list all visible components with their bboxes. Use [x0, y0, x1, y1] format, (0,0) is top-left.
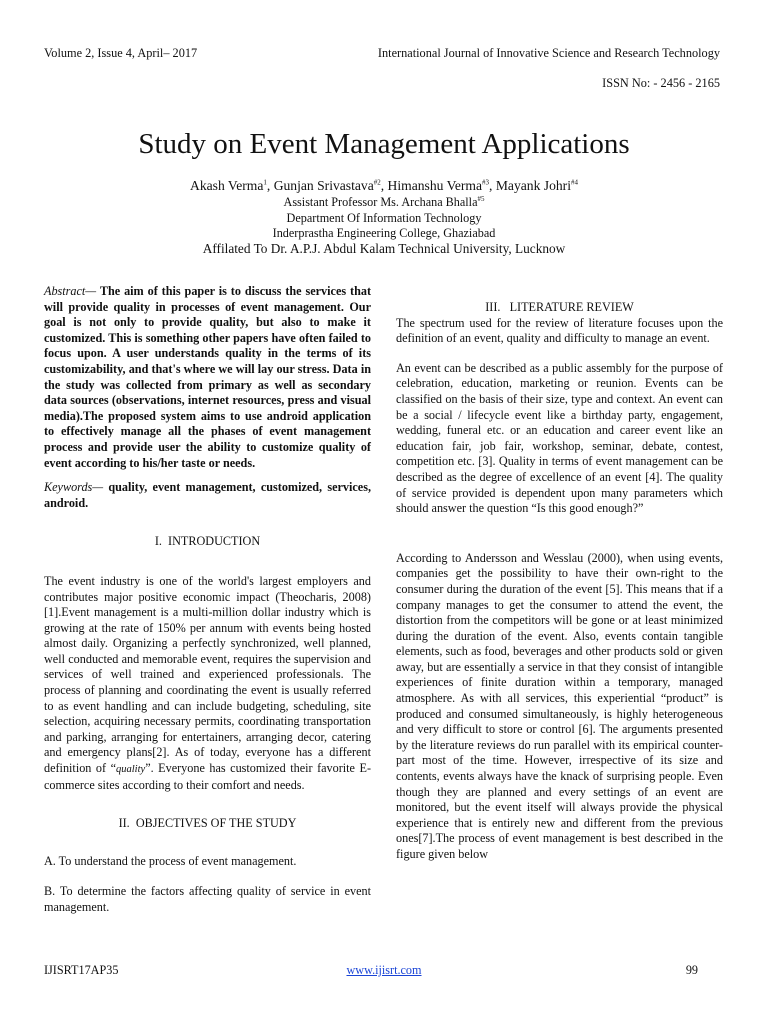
department: Department Of Information Technology [286, 211, 482, 225]
paper-title: Study on Event Management Applications [138, 128, 630, 160]
section-heading-literature-review: III. LITERATURE REVIEW [485, 300, 634, 314]
author-mark: #3 [482, 178, 490, 187]
left-column [44, 284, 371, 916]
keywords-label: Keywords— [44, 480, 104, 495]
abstract [44, 284, 371, 471]
objective-a: A. To understand the process of event management. [44, 853, 297, 868]
section-heading-objectives: II. OBJECTIVES OF THE STUDY [118, 816, 297, 831]
author-separator: , [489, 178, 496, 193]
author-name: Himanshu Verma [387, 178, 483, 193]
advisor-mark: #5 [477, 194, 485, 203]
author-separator: , [380, 178, 388, 193]
section-heading-introduction: I. INTRODUCTION [154, 534, 261, 549]
author-mark: 1 [263, 178, 267, 187]
issn-number: ISSN No: - 2456 - 2165 [602, 76, 720, 90]
keywords-text: quality, event management, customized, services, android. [44, 480, 371, 510]
journal-name: International Journal of Innovative Science and Research Technology [377, 46, 720, 60]
intro-text-end: ”. Everyone has customized their favorite E-commerce sites according to their comfort and needs. [44, 761, 371, 792]
intro-text: The event industry is one of the world's largest employers and contributes major positive economic impact (Theocharis, 2008) [1].Event management is a multi-million dollar industry which is growing at the rate of 150% per annum with events being hosted almost daily. Organizing a perfectly synchronized, well planned, well conducted and memorable event, requires the supervision and services of well trained and experienced professionals. The process of planning and coordinating the event is usually referred to as event handling and can include budgeting, scheduling, site selection, acquiring necessary permits, coordinating transportation and parking, arranging for entertainers, arranging decor, catering and emergency plans[2]. As of today, everyone has a different definition of “ [44, 573, 371, 776]
literature-paragraph-3: According to Andersson and Wesslau (2000), when using events, companies get the possibility to have their own-right to the consumer during the duration of the event [5]. This means that if a company manages to get the consumer to attend the event, the distortion from the competitors will be gone or at least minimized during the duration of the event. Also, events contain tangible elements, such as food, beverages and other products sold or given away, but are essentially a service in that they consist of intangible experiences of finite duration within a temporary, managed atmosphere. As with all services, this experiential “product” is produced and consumed simultaneously, is highly heterogeneous and very difficult to store or control [6]. The arguments presented by the literature reviews do run parallel with its empirical counter-part most of the time. However, irrespective of its size and contents, events always have the knack of surprising people. Even though they are planned and every settings of an event are monitored, but the event itself will always provide the physical experience that is entirely new and different from the previous ones[7].The process of event management is best described in the figure given below [396, 550, 723, 861]
author-name: Mayank Johri [495, 178, 571, 193]
abstract-text: The aim of this paper is to discuss the services that will provide quality in processes of event management. Our goal is not only to provide quality, but also to make it customized. This is something other papers have often failed to focus upon. A user understands quality in the terms of its customizability, and that's where we will lay our stress. Data in the study was collected from primary as well as secondary data sources (observations, internet resources, press and visual media).The proposed system aims to use android application to effectively manage all the phases of event management process and provide user the ability to customize quality of event according to his/her taste or needs. [44, 284, 371, 470]
author-name: Gunjan Srivastava [273, 178, 374, 193]
journal-website-link[interactable]: www.ijisrt.com [346, 963, 422, 977]
intro-paragraph [44, 574, 371, 793]
author-mark: #4 [570, 178, 578, 187]
advisor-name: Assistant Professor Ms. Archana Bhalla [283, 195, 478, 209]
footer-link-wrapper [0, 963, 768, 977]
quality-term: quality [116, 764, 146, 776]
journal-volume: Volume 2, Issue 4, April– 2017 [44, 46, 198, 60]
author-list [0, 178, 768, 194]
literature-paragraph-2: An event can be described as a public assembly for the purpose of celebration, education, marketing or reunion. Events can be classified on the basis of their size, type and context. An event can be a social / lifecycle event like a birthday party, engagement, wedding, funeral etc. or an education and career event like an education fair, job fair, workshop, seminar, debate, contest, competition etc. [3]. Quality in terms of event management can be described as the degree of excellence of an event [4]. The quality of service provided is dependent upon many parameters which should answer the question “Is this good enough?” [396, 360, 723, 516]
college: Inderprastha Engineering College, Ghaziabad [272, 226, 496, 240]
paper-id: IJISRT17AP35 [44, 963, 119, 977]
objective-b: B. To determine the factors affecting quality of service in event management. [44, 884, 371, 914]
literature-paragraph-1: The spectrum used for the review of literature focuses upon the definition of an event, quality and difficulty to manage an event. [396, 315, 723, 346]
author-name: Akash Verma [190, 178, 264, 193]
university: Affilated To Dr. A.P.J. Abdul Kalam Technical University, Lucknow [202, 241, 566, 256]
author-mark: #2 [373, 178, 381, 187]
advisor-line [0, 195, 768, 209]
abstract-label: Abstract— [44, 284, 97, 298]
page-number: 99 [685, 963, 698, 977]
author-separator: , [266, 178, 274, 193]
right-column [396, 284, 723, 863]
keywords [44, 480, 371, 511]
